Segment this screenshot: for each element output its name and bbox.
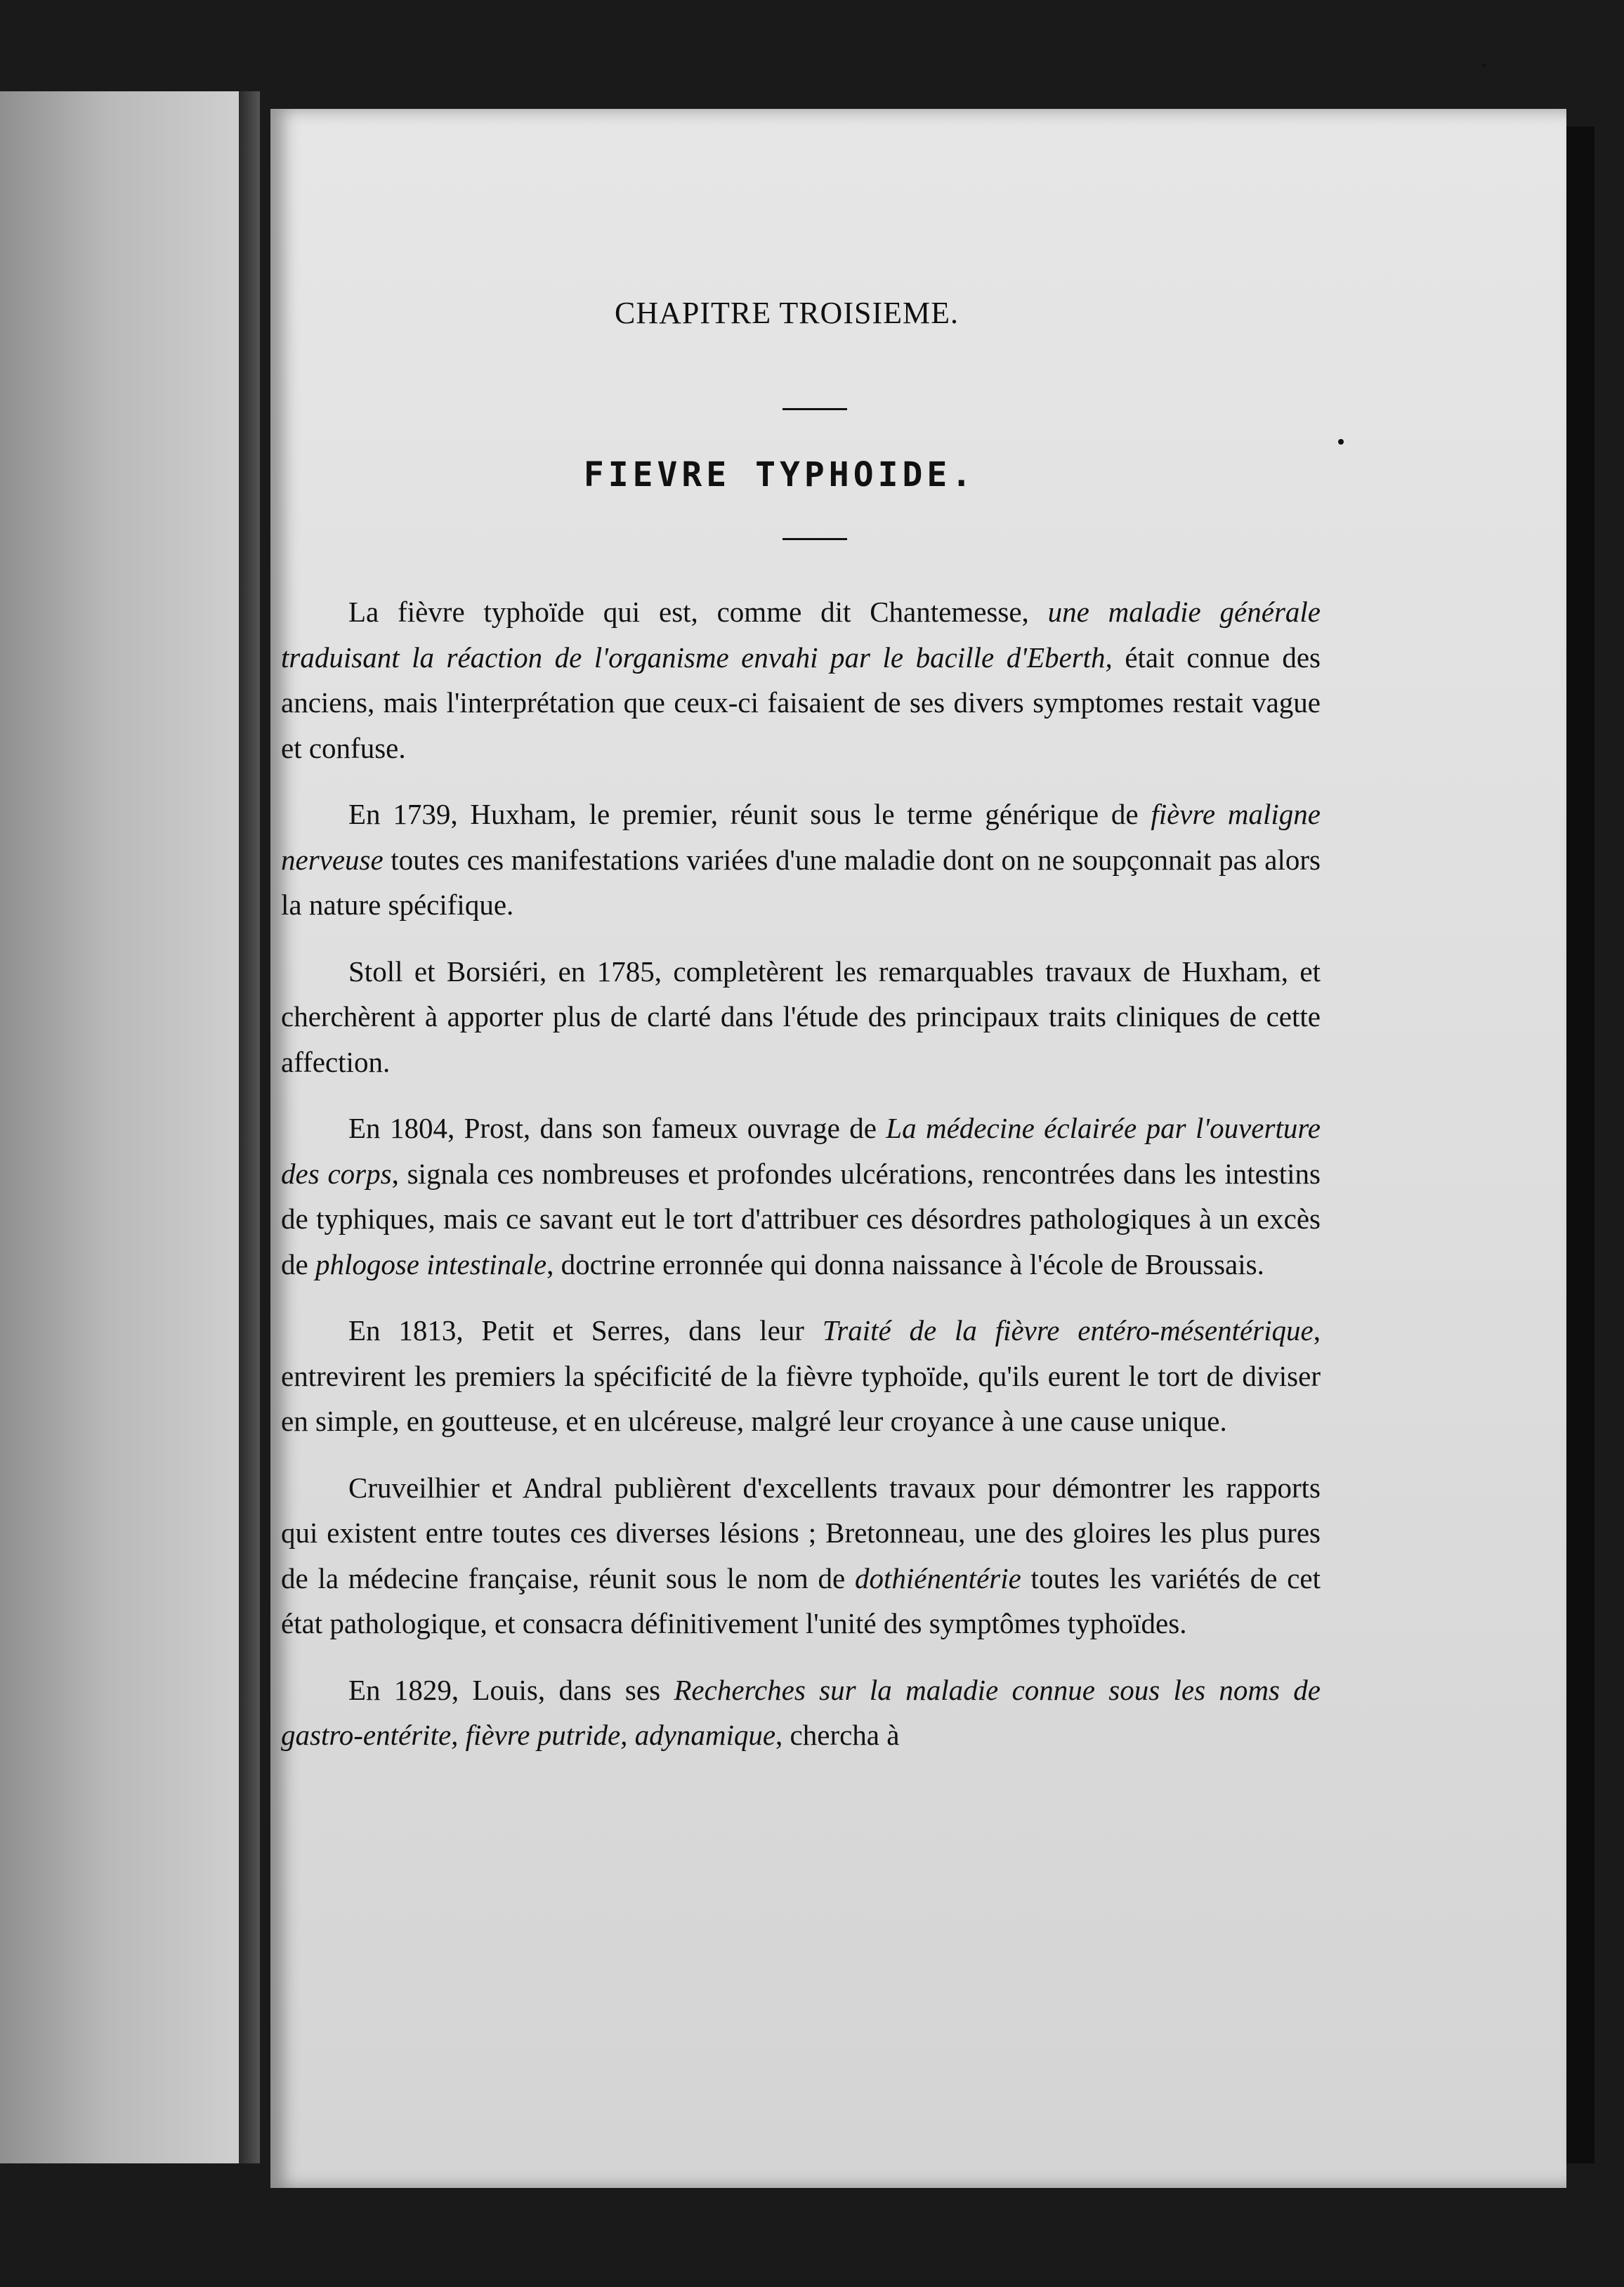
paragraph bbox=[281, 1308, 1321, 1444]
facing-page-edge bbox=[0, 91, 239, 2163]
text-run: En 1813, Petit et Serres, dans leur bbox=[348, 1314, 823, 1346]
text-run: , doctrine erronnée qui donna naissance à l'école de Broussais. bbox=[546, 1247, 1264, 1280]
title-rule bbox=[782, 538, 847, 540]
text-run: , chercha à bbox=[775, 1719, 900, 1751]
italic-text: une maladie générale traduisant la réaction de l'organisme envahi par le bacille d'Eberth, bbox=[281, 596, 1321, 674]
text-run: était connue des anciens, mais l'interprétation que ceux-ci faisaient de ses divers symptomes restait vague et confuse. bbox=[281, 641, 1321, 764]
text-run: Cruveilhier et Andral publièrent d'excellents travaux pour démontrer les rapports qui existent entre toutes ces diverses lésions ; Bretonneau, une des gloires les plus pures de la médecine française, réunit sous le nom de bbox=[281, 1471, 1321, 1594]
ink-speck bbox=[1338, 439, 1344, 445]
text-run: Stoll et Borsiéri, en 1785, completèrent les remarquables travaux de Huxham, et cherchèrent à apporter plus de clarté dans l'étude des principaux traits cliniques de cette affection. bbox=[281, 955, 1321, 1078]
paragraph bbox=[281, 792, 1321, 928]
page-content bbox=[281, 295, 1321, 1779]
italic-text: Traité de la fièvre entéro-mésentérique bbox=[822, 1314, 1314, 1346]
text-run: La fièvre typhoïde qui est, comme dit Chantemesse, bbox=[348, 596, 1048, 628]
paragraph bbox=[281, 589, 1321, 771]
page-edge-shadow bbox=[1566, 126, 1594, 2163]
text-run: En 1739, Huxham, le premier, réunit sous le terme générique de bbox=[348, 798, 1151, 830]
paragraph bbox=[281, 949, 1321, 1085]
heading-rule bbox=[782, 408, 847, 410]
text-run: En 1829, Louis, dans ses bbox=[348, 1673, 674, 1706]
section-title: FIEVRE TYPHOIDE. bbox=[583, 455, 976, 494]
ink-speck bbox=[1482, 63, 1486, 67]
paragraph bbox=[281, 1465, 1321, 1646]
paragraph bbox=[281, 1106, 1321, 1287]
text-run: toutes ces manifestations variées d'une maladie dont on ne soupçonnait pas alors la nature spécifique. bbox=[281, 843, 1321, 921]
italic-text: La médecine éclairée par l'ouverture des corps bbox=[281, 1112, 1321, 1190]
binding-gutter bbox=[239, 91, 260, 2163]
text-run: toutes les variétés de cet état pathologique, et consacra définitivement l'unité des symptômes typhoïdes. bbox=[281, 1561, 1321, 1639]
chapter-heading: CHAPITRE TROISIEME. bbox=[615, 296, 959, 330]
text-run: , entrevirent les premiers la spécificité de la fièvre typhoïde, qu'ils eurent le tort de diviser en simple, en goutteuse, et en ulcéreuse, malgré leur croyance à une cause unique. bbox=[281, 1314, 1321, 1437]
paragraph bbox=[281, 1667, 1321, 1758]
body-text bbox=[281, 589, 1321, 1758]
italic-text: Recherches sur la maladie connue sous les noms de gastro-entérite, fièvre putride, adynamique bbox=[281, 1673, 1321, 1751]
text-run: En 1804, Prost, dans son fameux ouvrage de bbox=[348, 1112, 886, 1144]
italic-text: fièvre maligne nerveuse bbox=[281, 798, 1321, 876]
text-run: , signala ces nombreuses et profondes ulcérations, rencontrées dans les intestins de typhiques, mais ce savant eut le tort d'attribuer ces désordres pathologiques à un excès de bbox=[281, 1157, 1321, 1280]
italic-text: phlogose intestinale bbox=[315, 1247, 547, 1280]
italic-text: dothiénentérie bbox=[855, 1561, 1021, 1594]
